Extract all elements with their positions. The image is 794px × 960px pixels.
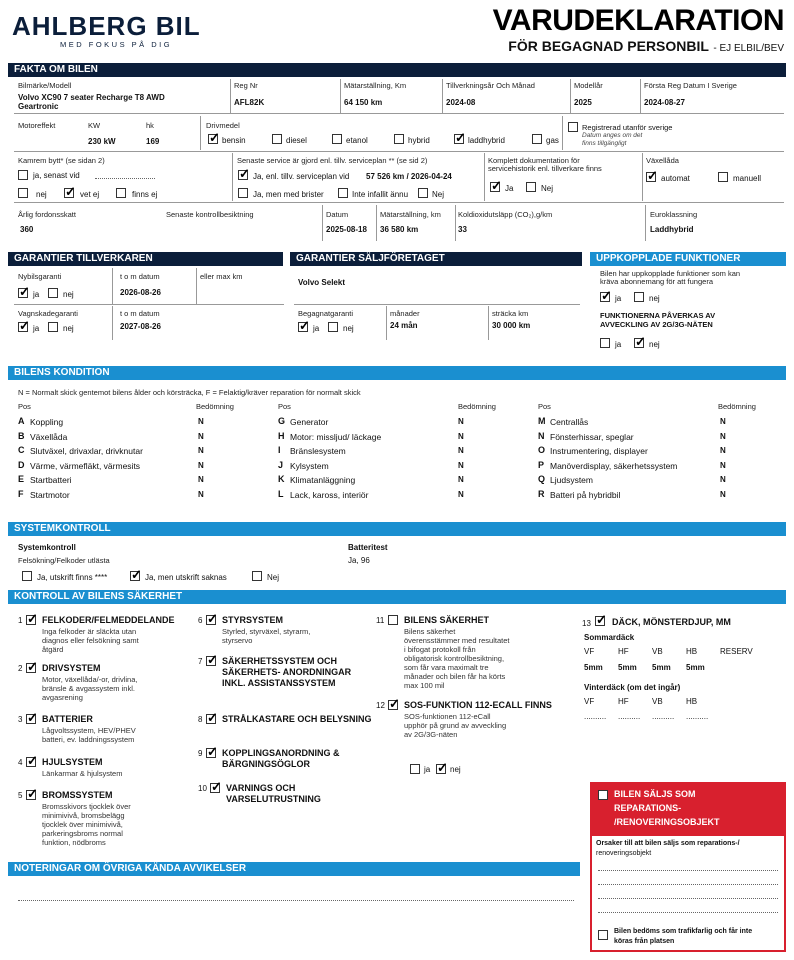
tire-col-header: HB [686, 647, 698, 656]
col1-pos-header: Pos [18, 402, 31, 411]
safety-item-number: 10 [198, 784, 207, 793]
forsta-value: 2024-08-27 [644, 98, 685, 107]
safety-item-number: 8 [198, 715, 203, 724]
service-brister-label: Ja, men med brister [253, 190, 324, 199]
condition-value: N [458, 475, 464, 484]
reparation-box [590, 782, 786, 952]
skatt-label: Årlig fordonsskatt [18, 210, 76, 219]
kamrem-ja-checkbox[interactable] [18, 170, 28, 180]
condition-key: Q [538, 474, 546, 484]
condition-item: Startbatteri [30, 475, 72, 485]
hk-value: 169 [146, 137, 160, 146]
matar-label: Mätarställning, Km [344, 81, 407, 90]
section-header-uppkopplade: UPPKOPPLADE FUNKTIONER [590, 252, 786, 266]
tire-vinter-value: .......... [652, 712, 675, 721]
reparation-title-2: REPARATIONS- [614, 803, 682, 813]
fuel-bensin-label: bensin [222, 136, 246, 145]
logo-name: AHLBERG BIL [12, 11, 201, 41]
stracka-value: 30 000 km [492, 321, 531, 330]
batt-label: Batteritest [348, 543, 388, 552]
trafikfarlig-1: Bilen bedöms som trafikfarlig och får inte [614, 928, 753, 935]
safety-item-checkbox[interactable] [26, 790, 36, 800]
tire-vinter-value: .......... [618, 712, 641, 721]
condition-value: N [458, 417, 464, 426]
safety-item-title: BATTERIER [42, 714, 93, 724]
kondition-legend: N = Normalt skick gentemot bilens ålder och körsträcka, F = Felaktig/kräver reparation för normalt skick [18, 388, 361, 397]
condition-value: N [458, 446, 464, 455]
condition-value: N [720, 431, 726, 441]
safety-item-desc: av 2G/3G-näten [404, 730, 458, 739]
safety-item-desc: Motor, växellåda/-or, drivlina, [42, 675, 138, 684]
condition-key: N [538, 430, 545, 441]
kamrem-finns-checkbox[interactable] [116, 188, 126, 198]
condition-value: N [458, 431, 464, 441]
safety-item-number: 11 [376, 616, 385, 625]
safety-item-desc: Bilens säkerhet [404, 627, 456, 636]
safety-item-desc: batteri, ev. laddningssystem [42, 735, 135, 744]
dack-title: DÄCK, MÖNSTERDJUP, MM [612, 617, 731, 627]
vagn-date-value: 2027-08-26 [120, 322, 161, 331]
reparation-title-1: BILEN SÄLJS SOM [614, 789, 696, 799]
safety-item-checkbox[interactable] [26, 714, 36, 724]
regnr-value: AFL82K [234, 98, 265, 107]
tire-sommar-value: 5mm [584, 663, 603, 672]
safety-item-desc: tjocklek över minimivivå, [42, 820, 123, 829]
condition-item: Slutväxel, drivaxlar, drivknutar [30, 446, 143, 456]
vagn-tom-label: t o m datum [120, 309, 160, 318]
tillv-value: 2024-08 [446, 98, 476, 107]
marke-value-2: Geartronic [18, 102, 59, 111]
condition-key: J [278, 459, 284, 470]
safety-item-title: HJULSYSTEM [42, 757, 103, 767]
euro-value: Laddhybrid [650, 225, 694, 234]
safety-item-desc: som får vara maximalt tre [404, 663, 489, 672]
tire-vinter-col-header: VB [652, 697, 663, 706]
safety-item-title: BROMSSYSTEM [42, 790, 113, 800]
tire-vinter-col-header: HB [686, 697, 698, 706]
fuel-gas-label: gas [546, 136, 559, 145]
vagn-label: Vagnskadegaranti [18, 309, 78, 318]
condition-value: N [198, 489, 204, 499]
condition-key: B [18, 430, 25, 441]
condition-value: N [720, 417, 726, 426]
safety-item-checkbox[interactable] [206, 615, 216, 625]
col3-pos-header: Pos [538, 402, 551, 411]
kamrem-nej-label: nej [36, 190, 47, 199]
tire-sommar-value: 5mm [618, 663, 637, 672]
service-value: 57 526 km / 2026-04-24 [366, 172, 452, 181]
safety-item-desc: funktion, nödbroms [42, 838, 106, 847]
vaxel-man-label: manuell [733, 174, 762, 183]
condition-value: N [720, 460, 726, 470]
nybil-date-value: 2026-08-26 [120, 288, 161, 297]
safety-item-title: STRÅLKASTARE OCH BELYSNING [222, 714, 372, 724]
hk-label: hk [146, 121, 154, 130]
tire-col-header: HF [618, 647, 629, 656]
uppk2-nej-label: nej [649, 340, 660, 349]
stracka-label: sträcka km [492, 309, 529, 318]
uppk2-nej-checkbox[interactable] [634, 338, 644, 348]
komplett-ja-checkbox[interactable] [490, 182, 500, 192]
page-subtitle: FÖR BEGAGNAD PERSONBIL [508, 38, 709, 54]
trafikfarlig-checkbox[interactable] [598, 930, 608, 940]
fuel-diesel-label: diesel [286, 136, 307, 145]
kamrem-finns-label: finns ej [132, 190, 158, 199]
beg-nej-checkbox[interactable] [328, 322, 338, 332]
safety-item-title: DRIVSYSTEM [42, 663, 101, 673]
modell-label: Modellår [574, 81, 603, 90]
condition-key: L [278, 488, 284, 499]
col1-bed-header: Bedömning [196, 402, 234, 411]
vagn-nej-checkbox[interactable] [48, 322, 58, 332]
sos-ja-label: ja [424, 765, 431, 774]
safety-item-desc: styrservo [222, 636, 253, 645]
batt-value: Ja, 96 [348, 556, 370, 565]
marke-label: Bilmärke/Modell [18, 81, 72, 90]
safety-item-number: 4 [18, 758, 23, 767]
fuel-diesel-checkbox[interactable] [272, 134, 282, 144]
safety-item-checkbox[interactable] [26, 757, 36, 767]
nybil-ja-checkbox[interactable] [18, 288, 28, 298]
condition-key: M [538, 416, 546, 426]
regnr-label: Reg Nr [234, 81, 258, 90]
uppk-ja-label: ja [615, 294, 622, 303]
section-header-garantier-tillv: GARANTIER TILLVERKAREN [8, 252, 283, 266]
vagn-nej-label: nej [63, 324, 74, 333]
condition-item: Instrumentering, displayer [550, 446, 648, 456]
uppk-f1: FUNKTIONERNA PÅVERKAS AV [600, 311, 716, 320]
section-header-kondition: BILENS KONDITION [8, 366, 786, 380]
reg-utanfor-label: Registrerad utanför sverige [582, 123, 673, 132]
system-opt3-checkbox[interactable] [252, 571, 262, 581]
modell-value: 2025 [574, 98, 592, 107]
trafikfarlig-2: köras från platsen [614, 938, 675, 945]
safety-item-title: KOPPLINGSANORDNING & BÄRGNINGSÖGLOR [222, 748, 340, 769]
safety-item-desc: SOS-funktionen 112-eCall [404, 712, 491, 721]
uppk-text-1: Bilen har uppkopplade funktioner som kan [600, 269, 741, 278]
condition-item: Motor: missljud/ läckage [290, 431, 382, 442]
system-sub: Felsökning/Felkoder utlästa [18, 556, 110, 565]
nybil-label: Nybilsgaranti [18, 272, 62, 281]
condition-item: Fönsterhissar, speglar [550, 431, 634, 442]
safety-item-number: 1 [18, 616, 23, 625]
safety-item-number: 12 [376, 701, 385, 710]
system-opt2-label: Ja, men utskrift saknas [145, 573, 227, 582]
safety-item-desc: bränsle & avgassystem inkl. [42, 684, 135, 693]
condition-value: N [720, 446, 726, 455]
tire-col-header: VF [584, 647, 595, 656]
col2-pos-header: Pos [278, 402, 291, 411]
tire-vinter-col-header: VF [584, 697, 595, 706]
section-header-fakta: FAKTA OM BILEN [8, 63, 786, 77]
tire-col-header: VB [652, 647, 663, 656]
tire-vinter-value: .......... [686, 712, 709, 721]
safety-item-desc: minimivivå, bromsbelägg [42, 811, 125, 820]
safety-item-title: SÄKERHETSSYSTEM OCH SÄKERHETS- ANORDNINGAR INKL. ASSISTANSSYSTEM [222, 656, 352, 688]
fuel-etanol-label: etanol [346, 136, 368, 145]
fuel-gas-checkbox[interactable] [532, 134, 542, 144]
condition-item: Generator [290, 417, 329, 427]
uppk-text-2: kräva abonnemang för att fungera [600, 277, 713, 286]
page-title: VARUDEKLARATION [492, 4, 784, 37]
beg-label: Begagnatgaranti [298, 309, 354, 318]
condition-key: G [278, 416, 286, 426]
nybil-ja-label: ja [33, 290, 40, 299]
vagn-ja-label: ja [33, 324, 40, 333]
co2-value: 33 [458, 225, 467, 234]
vagn-ja-checkbox[interactable] [18, 322, 28, 332]
uppk2-ja-checkbox[interactable] [600, 338, 610, 348]
tire-vinter-value: .......... [584, 712, 607, 721]
uppk-f2: AVVECKLING AV 2G/3G-NÄTEN [600, 320, 713, 329]
service-inte-label: Inte infallit ännu [352, 190, 409, 199]
dack-number: 13 [582, 619, 591, 628]
system-title: Systemkontroll [18, 543, 76, 552]
kamrem-vetej-label: vet ej [80, 190, 100, 199]
safety-item-number: 7 [198, 657, 203, 666]
condition-item: Ljudsystem [550, 475, 593, 485]
kamrem-nej-checkbox[interactable] [18, 188, 28, 198]
condition-item: Centrallås [550, 417, 589, 427]
kw-label: KW [88, 121, 101, 130]
datum-label: Datum [326, 210, 349, 219]
safety-item-desc: parkeringsbroms normal [42, 829, 123, 838]
condition-item: Lack, kaross, interiör [290, 489, 369, 500]
fuel-etanol-checkbox[interactable] [332, 134, 342, 144]
safety-item-checkbox[interactable] [26, 663, 36, 673]
euro-label: Euroklassning [650, 210, 698, 219]
service-label: Senaste service är gjord enl. tillv. serviceplan ** (se sid 2) [237, 156, 428, 165]
system-opt1-checkbox[interactable] [22, 571, 32, 581]
tire-sommar-value: 5mm [686, 663, 705, 672]
salj-company-value: Volvo Selekt [298, 278, 345, 287]
safety-item-desc: åtgärd [42, 645, 64, 654]
safety-item-desc: överensstämmer med resultatet [404, 636, 510, 645]
safety-item-desc: max 100 mil [404, 681, 445, 690]
komplett-label-2: servicehistorik enl. tillverkare finns [488, 164, 602, 173]
manader-value: 24 mån [390, 321, 418, 330]
service-inte-checkbox[interactable] [338, 188, 348, 198]
condition-item: Klimatanläggning [290, 475, 356, 485]
condition-key: C [18, 445, 25, 455]
uppk2-ja-label: ja [615, 340, 622, 349]
service-brister-checkbox[interactable] [238, 188, 248, 198]
service-ja-checkbox[interactable] [238, 170, 248, 180]
condition-key: K [278, 474, 285, 484]
vaxel-auto-checkbox[interactable] [646, 172, 656, 182]
drivmedel-label: Drivmedel [206, 121, 240, 130]
vinter-label: Vinterdäck (om det ingår) [584, 683, 681, 692]
nybil-tom-label: t o m datum [120, 272, 160, 281]
condition-key: O [538, 445, 546, 455]
sos-nej-checkbox[interactable] [436, 764, 446, 774]
kw-value: 230 kW [88, 137, 116, 146]
condition-value: N [198, 431, 204, 441]
tire-vinter-col-header: HF [618, 697, 629, 706]
reparation-checkbox[interactable] [598, 790, 608, 800]
reg-utanfor-checkbox[interactable] [568, 122, 578, 132]
komplett-ja-label: Ja [505, 184, 514, 193]
condition-key: H [278, 430, 285, 441]
condition-value: N [198, 417, 204, 426]
nybil-eller-label: eller max km [200, 272, 243, 281]
condition-key: P [538, 459, 545, 470]
safety-item-desc: i bifogat protokoll från [404, 645, 476, 654]
beg-ja-checkbox[interactable] [298, 322, 308, 332]
tire-col-header: RESERV [720, 647, 753, 656]
safety-item-checkbox[interactable] [206, 714, 216, 724]
safety-item-title: STYRSYSTEM [222, 615, 284, 625]
safety-item-desc: Inga felkoder är släckta utan [42, 627, 137, 636]
safety-item-title: BILENS SÄKERHET [404, 615, 490, 625]
safety-item-checkbox[interactable] [206, 656, 216, 666]
service-ja-label: Ja, enl. tillv. serviceplan vid [253, 172, 350, 181]
beg-nej-label: nej [343, 324, 354, 333]
safety-item-checkbox[interactable] [388, 700, 398, 710]
page-subtitle-suffix: - EJ ELBIL/BEV [713, 43, 784, 54]
tire-sommar-value: 5mm [652, 663, 671, 672]
fuel-bensin-checkbox[interactable] [208, 134, 218, 144]
sos-ja-checkbox[interactable] [410, 764, 420, 774]
noteringar-line [18, 900, 574, 901]
kamrem-ja-label: ja, senast vid [33, 171, 80, 180]
reg-note-2: finns tillgängligt [582, 140, 627, 147]
uppk-ja-checkbox[interactable] [600, 292, 610, 302]
komplett-label-1: Komplett dokumentation för [488, 156, 580, 165]
matar-value: 64 150 km [344, 98, 383, 107]
service-nej-checkbox[interactable] [418, 188, 428, 198]
reparation-desc-1: Orsaker till att bilen säljs som reparations-/ [596, 840, 740, 847]
condition-item: Koppling [30, 417, 64, 427]
condition-item: Värme, värmefläkt, värmesits [30, 460, 141, 471]
condition-item: Startmotor [30, 489, 70, 500]
komplett-nej-checkbox[interactable] [526, 182, 536, 192]
condition-key: F [18, 488, 24, 499]
co2-label: Koldioxidutsläpp (CO₂),g/km [458, 210, 553, 219]
kontroll-label: Senaste kontrollbesiktning [166, 210, 254, 219]
section-header-systemkontroll: SYSTEMKONTROLL [8, 522, 786, 536]
condition-value: N [720, 489, 726, 499]
condition-value: N [198, 475, 204, 484]
safety-item-title: FELKODER/FELMEDDELANDE [42, 615, 175, 625]
safety-item-desc: månader och bilen får ha körts [404, 672, 506, 681]
reparation-desc-2: renoveringsobjekt [596, 850, 652, 857]
service-nej-label: Nej [432, 190, 445, 199]
col3-bed-header: Bedömning [718, 402, 756, 411]
safety-item-checkbox[interactable] [206, 748, 216, 758]
safety-item-number: 5 [18, 791, 23, 800]
uppk-nej-checkbox[interactable] [634, 292, 644, 302]
section-header-garantier-salj: GARANTIER SÄLJFÖRETAGET [290, 252, 582, 266]
section-header-sakerhet: KONTROLL AV BILENS SÄKERHET [8, 590, 786, 604]
system-opt3-label: Nej [267, 573, 280, 582]
safety-item-desc: Länkarmar & hjulsystem [42, 769, 123, 778]
nybil-nej-checkbox[interactable] [48, 288, 58, 298]
vaxel-man-checkbox[interactable] [718, 172, 728, 182]
kamrem-label: Kamrem bytt* (se sidan 2) [18, 156, 105, 165]
matar2-value: 36 580 km [380, 225, 419, 234]
komplett-nej-label: Nej [541, 184, 554, 193]
safety-item-title: VARNINGS OCH VARSELUTRUSTNING [226, 783, 321, 804]
condition-item: Växellåda [30, 431, 68, 442]
fuel-hybrid-checkbox[interactable] [394, 134, 404, 144]
forsta-label: Första Reg Datum I Sverige [644, 81, 737, 90]
uppk-nej-label: nej [649, 294, 660, 303]
safety-item-number: 6 [198, 616, 203, 625]
system-opt1-label: Ja, utskrift finns **** [37, 573, 108, 582]
beg-ja-label: ja [313, 324, 320, 333]
condition-key: D [18, 459, 25, 470]
condition-value: N [720, 475, 726, 484]
vaxel-label: Växellåda [646, 156, 679, 165]
tillv-label: Tillverkningsår Och Månad [446, 81, 535, 90]
condition-value: N [198, 446, 204, 455]
safety-item-number: 9 [198, 749, 203, 758]
condition-item: Batteri på hybridbil [550, 489, 621, 500]
fuel-hybrid-label: hybrid [408, 136, 430, 145]
safety-item-desc: avgasrening [42, 693, 83, 702]
safety-item-desc: upphör på grund av avveckling [404, 721, 507, 730]
safety-item-checkbox[interactable] [26, 615, 36, 625]
logo [12, 12, 232, 52]
system-opt2-checkbox[interactable] [130, 571, 140, 581]
safety-item-desc: obligatorisk kontrollbesiktning, [404, 654, 505, 663]
kamrem-vetej-checkbox[interactable] [64, 188, 74, 198]
section-header-noteringar: NOTERINGAR OM ÖVRIGA KÄNDA AVVIKELSER [8, 862, 580, 876]
vaxel-auto-label: automat [661, 174, 690, 183]
safety-item-desc: Bromsskivors tjocklek över [42, 802, 131, 811]
condition-value: N [198, 460, 204, 470]
condition-key: R [538, 488, 545, 499]
nybil-nej-label: nej [63, 290, 74, 299]
motoreffekt-label: Motoreffekt [18, 121, 56, 130]
condition-item: Kylsystem [290, 460, 329, 471]
safety-item-checkbox[interactable] [210, 783, 220, 793]
safety-item-desc: diagnos eller felsökning samt [42, 636, 139, 645]
col2-bed-header: Bedömning [458, 402, 496, 411]
condition-key: E [18, 474, 25, 484]
safety-item-desc: Lågvoltssystem, HEV/PHEV [42, 726, 136, 735]
skatt-value: 360 [20, 225, 34, 234]
matar2-label: Mätarställning, km [380, 210, 441, 219]
condition-key: I [278, 445, 281, 455]
condition-item: Manöverdisplay, säkerhetssystem [550, 460, 678, 471]
safety-item-checkbox[interactable] [388, 615, 398, 625]
fuel-laddhybrid-checkbox[interactable] [454, 134, 464, 144]
reg-note-1: Datum anges om det [582, 132, 643, 139]
condition-key: A [18, 416, 25, 426]
manader-label: månader [390, 309, 420, 318]
datum-value: 2025-08-18 [326, 225, 367, 234]
sommar-label: Sommardäck [584, 633, 635, 642]
sos-nej-label: nej [450, 765, 461, 774]
safety-item-title: SOS-FUNKTION 112-ECALL FINNS [404, 700, 552, 710]
fuel-laddhybrid-label: laddhybrid [468, 136, 505, 145]
reparation-header [592, 784, 784, 836]
marke-value: Volvo XC90 7 seater Recharge T8 AWD [18, 93, 165, 102]
safety-item-number: 2 [18, 664, 23, 673]
safety-item-number: 3 [18, 715, 23, 724]
safety-item-desc: Styrled, styrväxel, styrarm, [222, 627, 311, 636]
condition-value: N [458, 460, 464, 470]
logo-tagline: MED FOKUS PÅ DIG [60, 40, 173, 49]
reparation-title-3: /RENOVERINGSOBJEKT [614, 817, 720, 827]
dack-checkbox[interactable] [595, 616, 605, 626]
condition-item: Bränslesystem [290, 446, 346, 456]
condition-value: N [458, 489, 464, 499]
